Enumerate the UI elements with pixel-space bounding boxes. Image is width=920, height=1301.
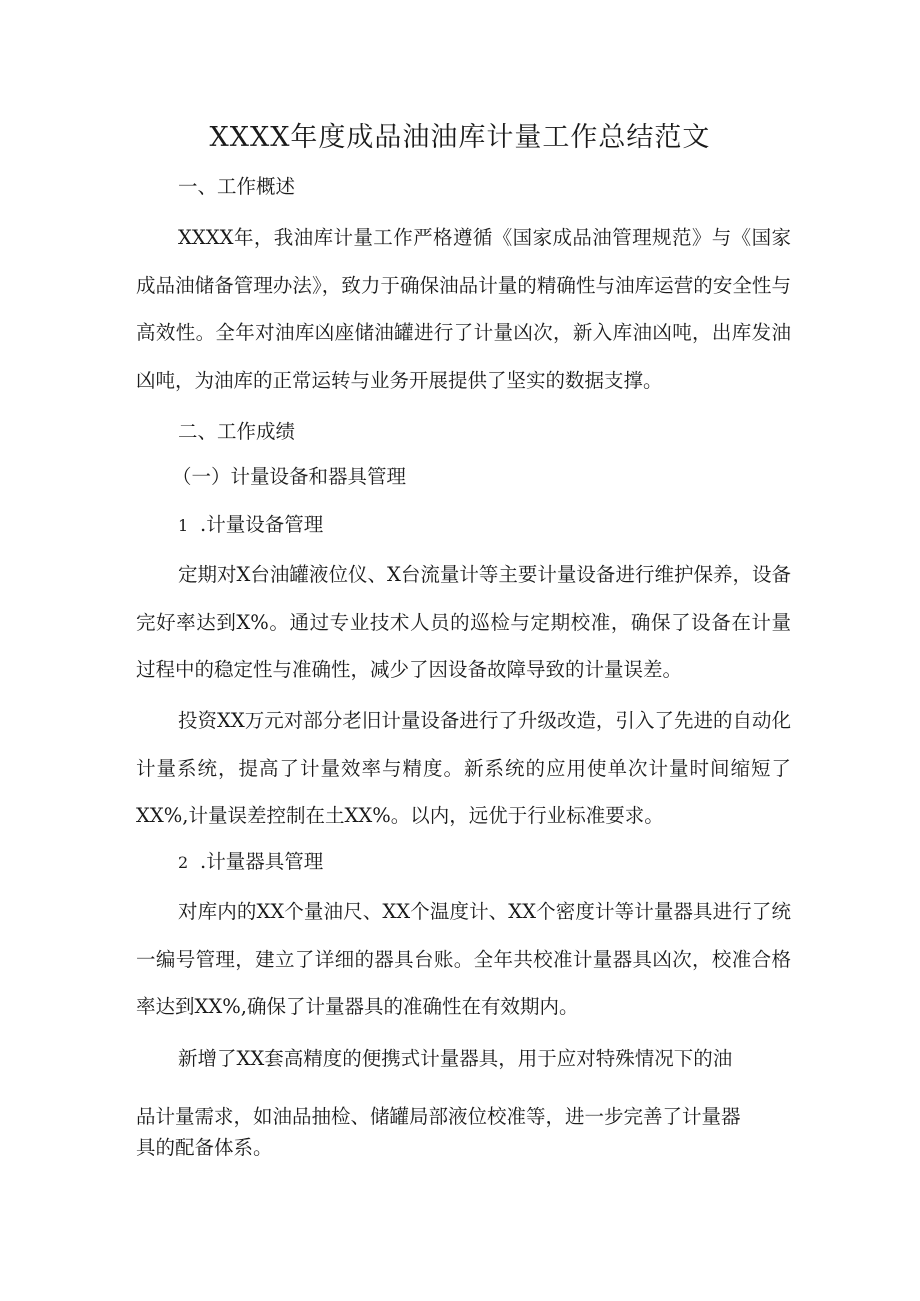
item-number: 1 <box>178 516 189 535</box>
overview-paragraph: XXXX年，我油库计量工作严格遵循《国家成品油管理规范》与《国家成品油储备管理办法》，致力于确保油品计量的精确性与油库运营的安全性与高效性。全年对油库凶座储油罐进行了计量凶次，新入库油凶吨，出库发油凶吨，为油库的正常运转与业务开展提供了坚实的数据支撑。 <box>136 226 791 392</box>
item-heading-instrument-management <box>178 840 323 885</box>
equipment-paragraph-2: 投资XX万元对部分老旧计量设备进行了升级改造，引入了先进的自动化计量系统，提高了计量效率与精度。新系统的应用使单次计量时间缩短了XX%,计量误差控制在土XX%。以内，远优于行业标准要求。 <box>136 709 791 827</box>
instrument-paragraph-2-line-2: 品计量需求，如油品抽检、储罐局部液位校准等，进一步完善了计量器 <box>136 1105 741 1128</box>
item-number: 2 <box>178 853 189 872</box>
item-label: .计量器具管理 <box>200 850 324 873</box>
instrument-paragraph-2-line-1: 新增了XX套高精度的便携式计量器具，用于应对特殊情况下的油 <box>178 1047 733 1070</box>
item-heading-equipment-management <box>178 503 323 548</box>
section-heading-achievements: 二、工作成绩 <box>178 420 296 443</box>
document-title: XXXX年度成品油油库计量工作总结范文 <box>209 122 711 153</box>
instrument-paragraph-2-line-3: 具的配备体系。 <box>136 1136 273 1159</box>
section-heading-overview: 一、工作概述 <box>178 175 296 198</box>
equipment-paragraph-1: 定期对X台油罐液位仪、X台流量计等主要计量设备进行维护保养，设备完好率达到X%。通过专业技术人员的巡检与定期校准，确保了设备在计量过程中的稳定性与准确性，减少了因设备故障导致的计量误差。 <box>136 563 791 681</box>
item-label: .计量设备管理 <box>200 513 324 536</box>
subsection-heading-equipment: （一）计量设备和器具管理 <box>172 465 407 488</box>
instrument-paragraph-1: 对库内的XX个量油尺、XX个温度计、XX个密度计等计量器具进行了统一编号管理，建立了详细的器具台账。全年共校准计量器具凶次，校准合格率达到XX%,确保了计量器具的准确性在有效期内。 <box>136 900 791 1018</box>
